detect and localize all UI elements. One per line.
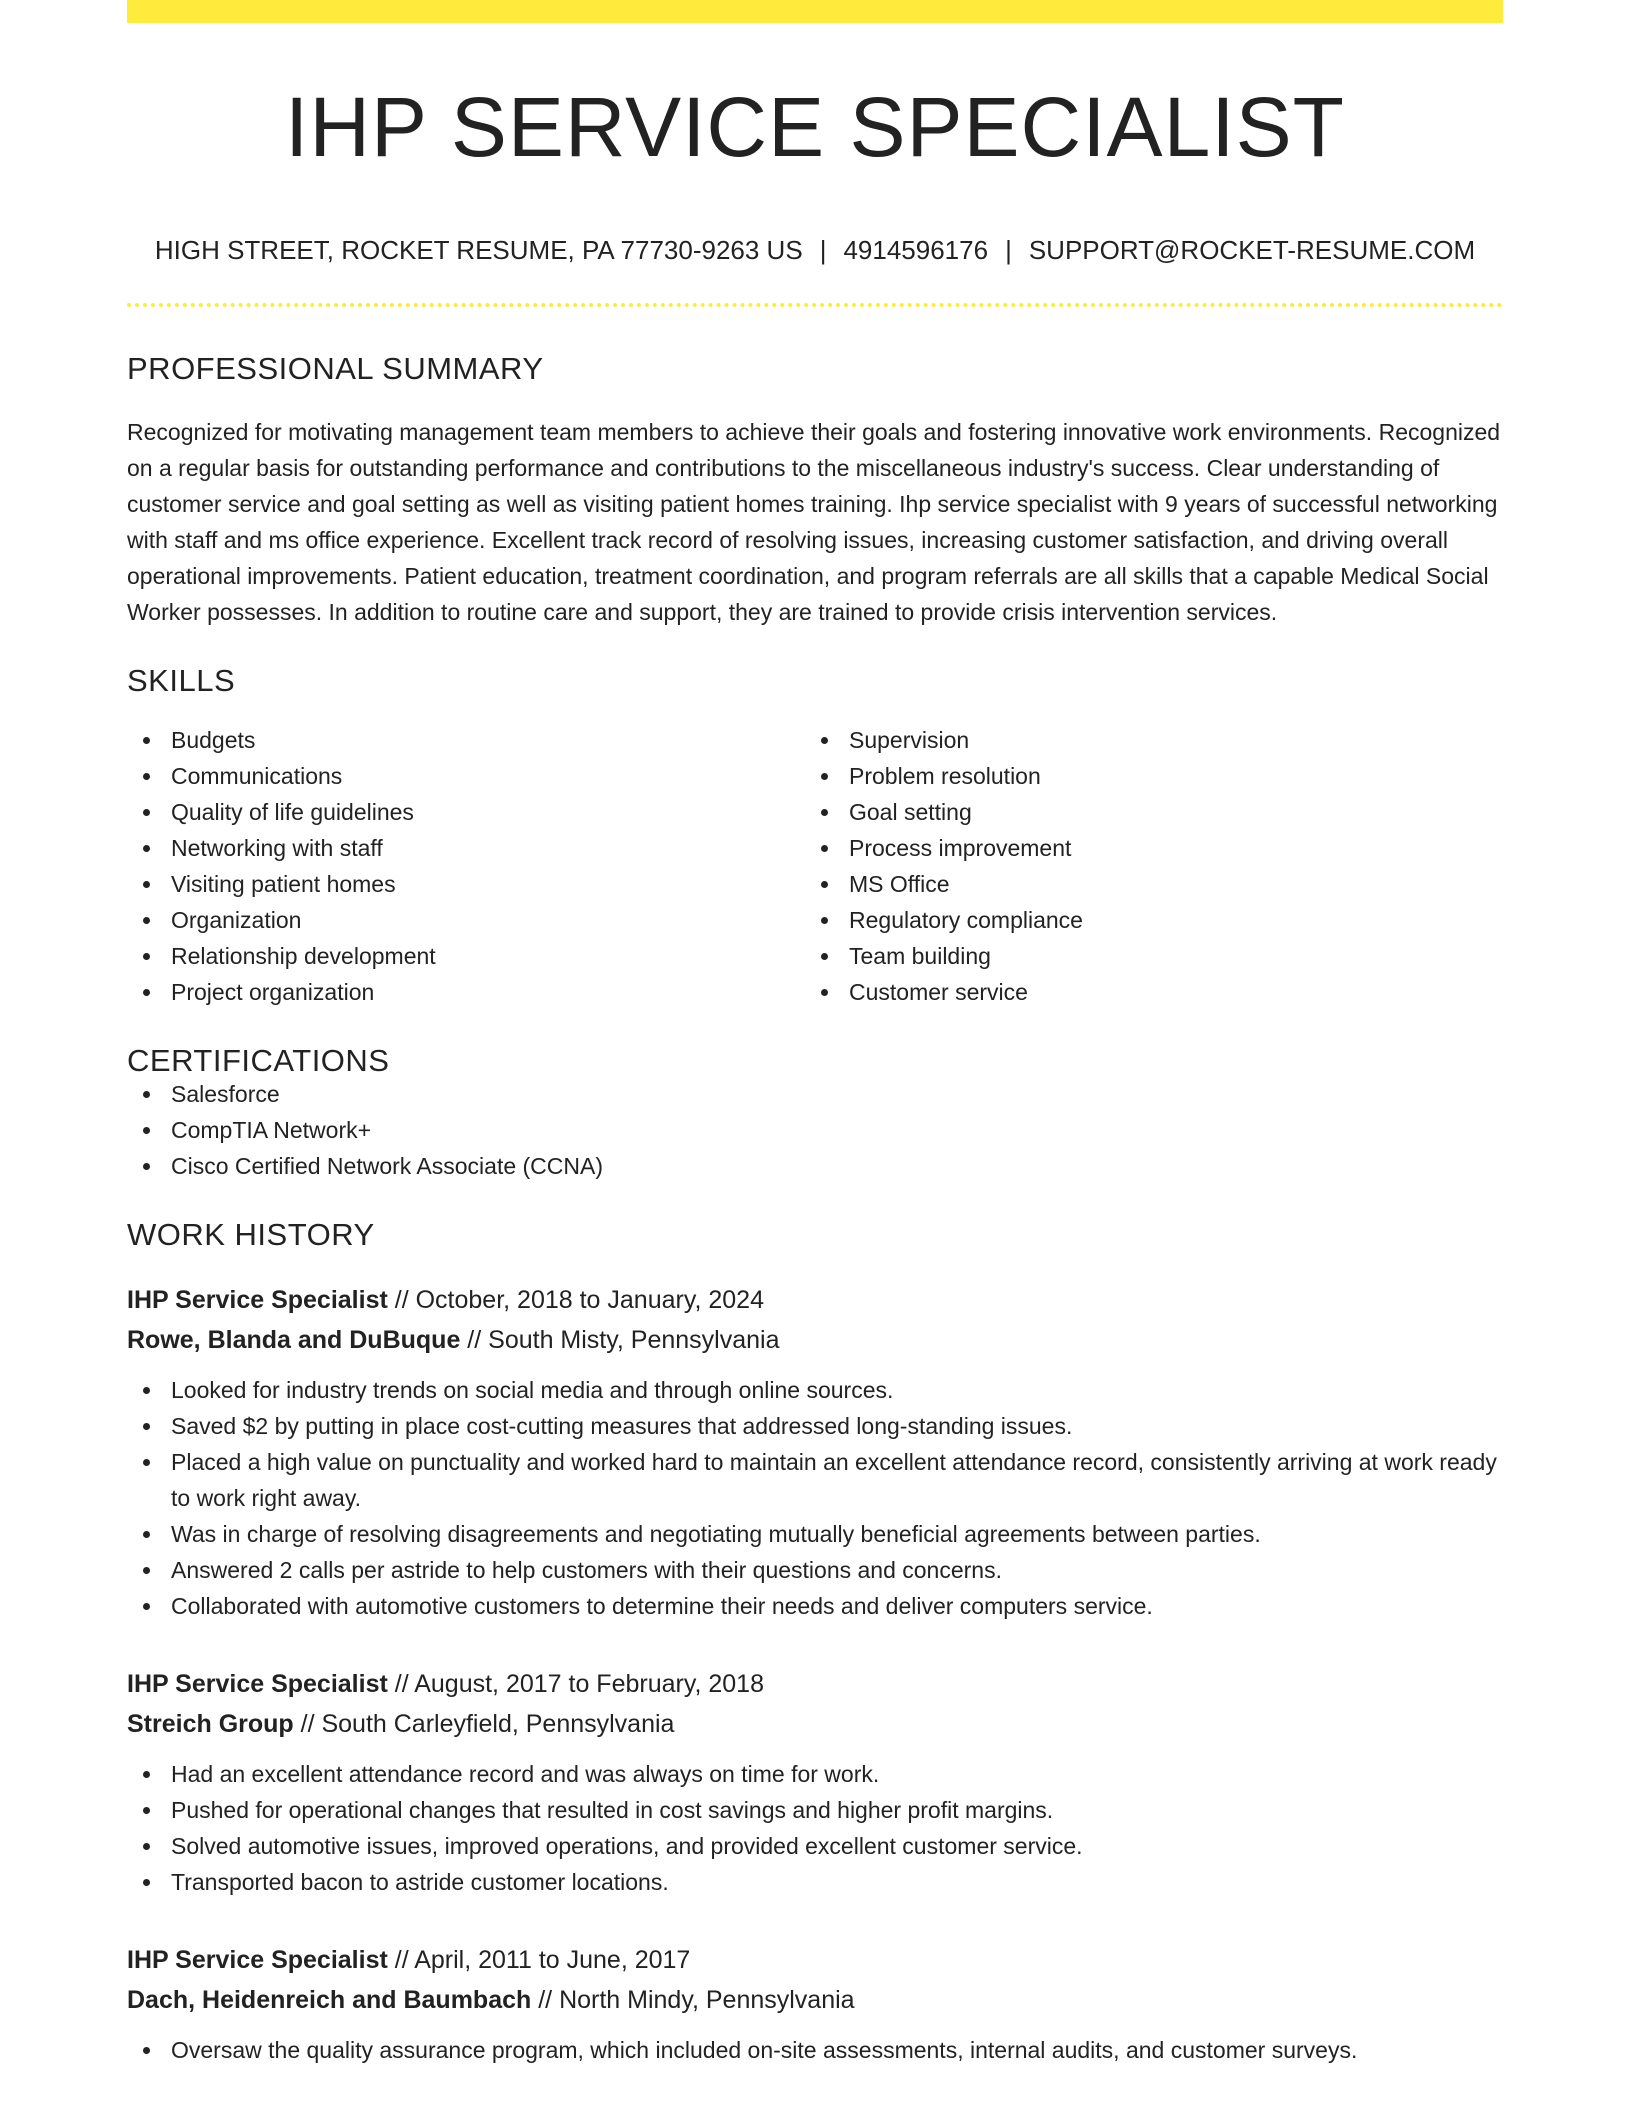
job-location: // South Carleyfield, Pennsylvania bbox=[293, 1710, 675, 1738]
certifications-heading: CERTIFICATIONS bbox=[127, 1043, 390, 1078]
job-company-line bbox=[127, 1320, 1503, 1360]
work-history-heading: WORK HISTORY bbox=[127, 1217, 375, 1252]
skill-item: MS Office bbox=[805, 866, 1483, 902]
job-bullet: Collaborated with automotive customers to determine their needs and deliver computers service. bbox=[127, 1588, 1503, 1624]
job-dates: // August, 2017 to February, 2018 bbox=[387, 1670, 764, 1698]
job-bullet: Placed a high value on punctuality and worked hard to maintain an excellent attendance record, consistently arriving at work ready to work right away. bbox=[127, 1444, 1503, 1516]
job-bullet: Pushed for operational changes that resulted in cost savings and higher profit margins. bbox=[127, 1792, 1503, 1828]
contact-separator: | bbox=[1005, 235, 1012, 265]
skill-item: Budgets bbox=[127, 722, 805, 758]
certification-item: CompTIA Network+ bbox=[127, 1112, 1503, 1148]
skills-list-left bbox=[127, 722, 805, 1010]
job-company-line bbox=[127, 1704, 1503, 1744]
job-entry bbox=[127, 1664, 1503, 1900]
job-bullet: Saved $2 by putting in place cost-cutting measures that addressed long-standing issues. bbox=[127, 1408, 1503, 1444]
job-company: Streich Group bbox=[127, 1710, 294, 1738]
job-title: IHP Service Specialist bbox=[127, 1946, 388, 1974]
job-bullet: Was in charge of resolving disagreements and negotiating mutually beneficial agreements between parties. bbox=[127, 1516, 1503, 1552]
job-title: IHP Service Specialist bbox=[127, 1670, 388, 1698]
contact-email[interactable]: SUPPORT@ROCKET-RESUME.COM bbox=[1028, 235, 1476, 265]
job-company: Rowe, Blanda and DuBuque bbox=[127, 1326, 461, 1354]
skill-item: Project organization bbox=[127, 974, 805, 1010]
top-accent-bar bbox=[127, 0, 1503, 23]
job-bullet: Answered 2 calls per astride to help customers with their questions and concerns. bbox=[127, 1552, 1503, 1588]
skill-item: Customer service bbox=[805, 974, 1483, 1010]
job-location: // North Mindy, Pennsylvania bbox=[531, 1986, 855, 2014]
job-title: IHP Service Specialist bbox=[127, 1286, 388, 1314]
skill-item: Quality of life guidelines bbox=[127, 794, 805, 830]
job-title-line bbox=[127, 1940, 1503, 1980]
job-bullet: Transported bacon to astride customer locations. bbox=[127, 1864, 1503, 1900]
skills-list-right bbox=[805, 722, 1483, 1010]
summary-text: Recognized for motivating management team members to achieve their goals and fostering innovative work environments. Recognized on a regular basis for outstanding performance and contributions to the miscellaneous industry's success. Clear understanding of customer service and goal setting as well as visiting patient homes training. Ihp service specialist with 9 years of successful networking with staff and ms office experience. Excellent track record of resolving issues, increasing customer satisfaction, and driving overall operational improvements. Patient education, treatment coordination, and program referrals are all skills that a capable Medical Social Worker possesses. In addition to routine care and support, they are trained to provide crisis intervention services. bbox=[127, 419, 1501, 625]
summary-heading: PROFESSIONAL SUMMARY bbox=[127, 351, 544, 386]
job-title-line bbox=[127, 1664, 1503, 1704]
resume-name: IHP SERVICE SPECIALIST bbox=[285, 80, 1345, 174]
job-company: Dach, Heidenreich and Baumbach bbox=[127, 1986, 532, 2014]
job-company-line bbox=[127, 1980, 1503, 2020]
job-location: // South Misty, Pennsylvania bbox=[460, 1326, 780, 1354]
certification-item: Cisco Certified Network Associate (CCNA) bbox=[127, 1148, 1503, 1184]
job-bullets bbox=[127, 2032, 1503, 2068]
contact-separator: | bbox=[819, 235, 827, 265]
job-dates: // April, 2011 to June, 2017 bbox=[387, 1946, 691, 1974]
contact-address: HIGH STREET, ROCKET RESUME, PA 77730-9263 US bbox=[154, 235, 803, 265]
skill-item: Process improvement bbox=[805, 830, 1483, 866]
resume-page bbox=[127, 0, 1503, 2068]
contact-line bbox=[127, 237, 1503, 263]
skill-item: Goal setting bbox=[805, 794, 1483, 830]
job-entry bbox=[127, 1940, 1503, 2068]
skill-item: Supervision bbox=[805, 722, 1483, 758]
job-bullet: Oversaw the quality assurance program, which included on-site assessments, internal audits, and customer surveys. bbox=[127, 2032, 1503, 2068]
skill-item: Regulatory compliance bbox=[805, 902, 1483, 938]
job-bullet: Solved automotive issues, improved operations, and provided excellent customer service. bbox=[127, 1828, 1503, 1864]
skill-item: Relationship development bbox=[127, 938, 805, 974]
job-bullet: Looked for industry trends on social media and through online sources. bbox=[127, 1372, 1503, 1408]
skill-item: Networking with staff bbox=[127, 830, 805, 866]
dotted-divider bbox=[127, 303, 1503, 307]
job-bullets bbox=[127, 1756, 1503, 1900]
skill-item: Organization bbox=[127, 902, 805, 938]
skills-columns bbox=[127, 722, 1503, 1010]
skills-heading: SKILLS bbox=[127, 663, 236, 698]
job-dates: // October, 2018 to January, 2024 bbox=[387, 1286, 764, 1314]
certifications-list bbox=[127, 1076, 1503, 1184]
job-title-line bbox=[127, 1280, 1503, 1320]
job-entry bbox=[127, 1280, 1503, 1624]
job-bullets bbox=[127, 1372, 1503, 1624]
job-bullet: Had an excellent attendance record and was always on time for work. bbox=[127, 1756, 1503, 1792]
skill-item: Team building bbox=[805, 938, 1483, 974]
contact-phone: 4914596176 bbox=[843, 235, 989, 265]
skill-item: Visiting patient homes bbox=[127, 866, 805, 902]
skill-item: Problem resolution bbox=[805, 758, 1483, 794]
certification-item: Salesforce bbox=[127, 1076, 1503, 1112]
skill-item: Communications bbox=[127, 758, 805, 794]
